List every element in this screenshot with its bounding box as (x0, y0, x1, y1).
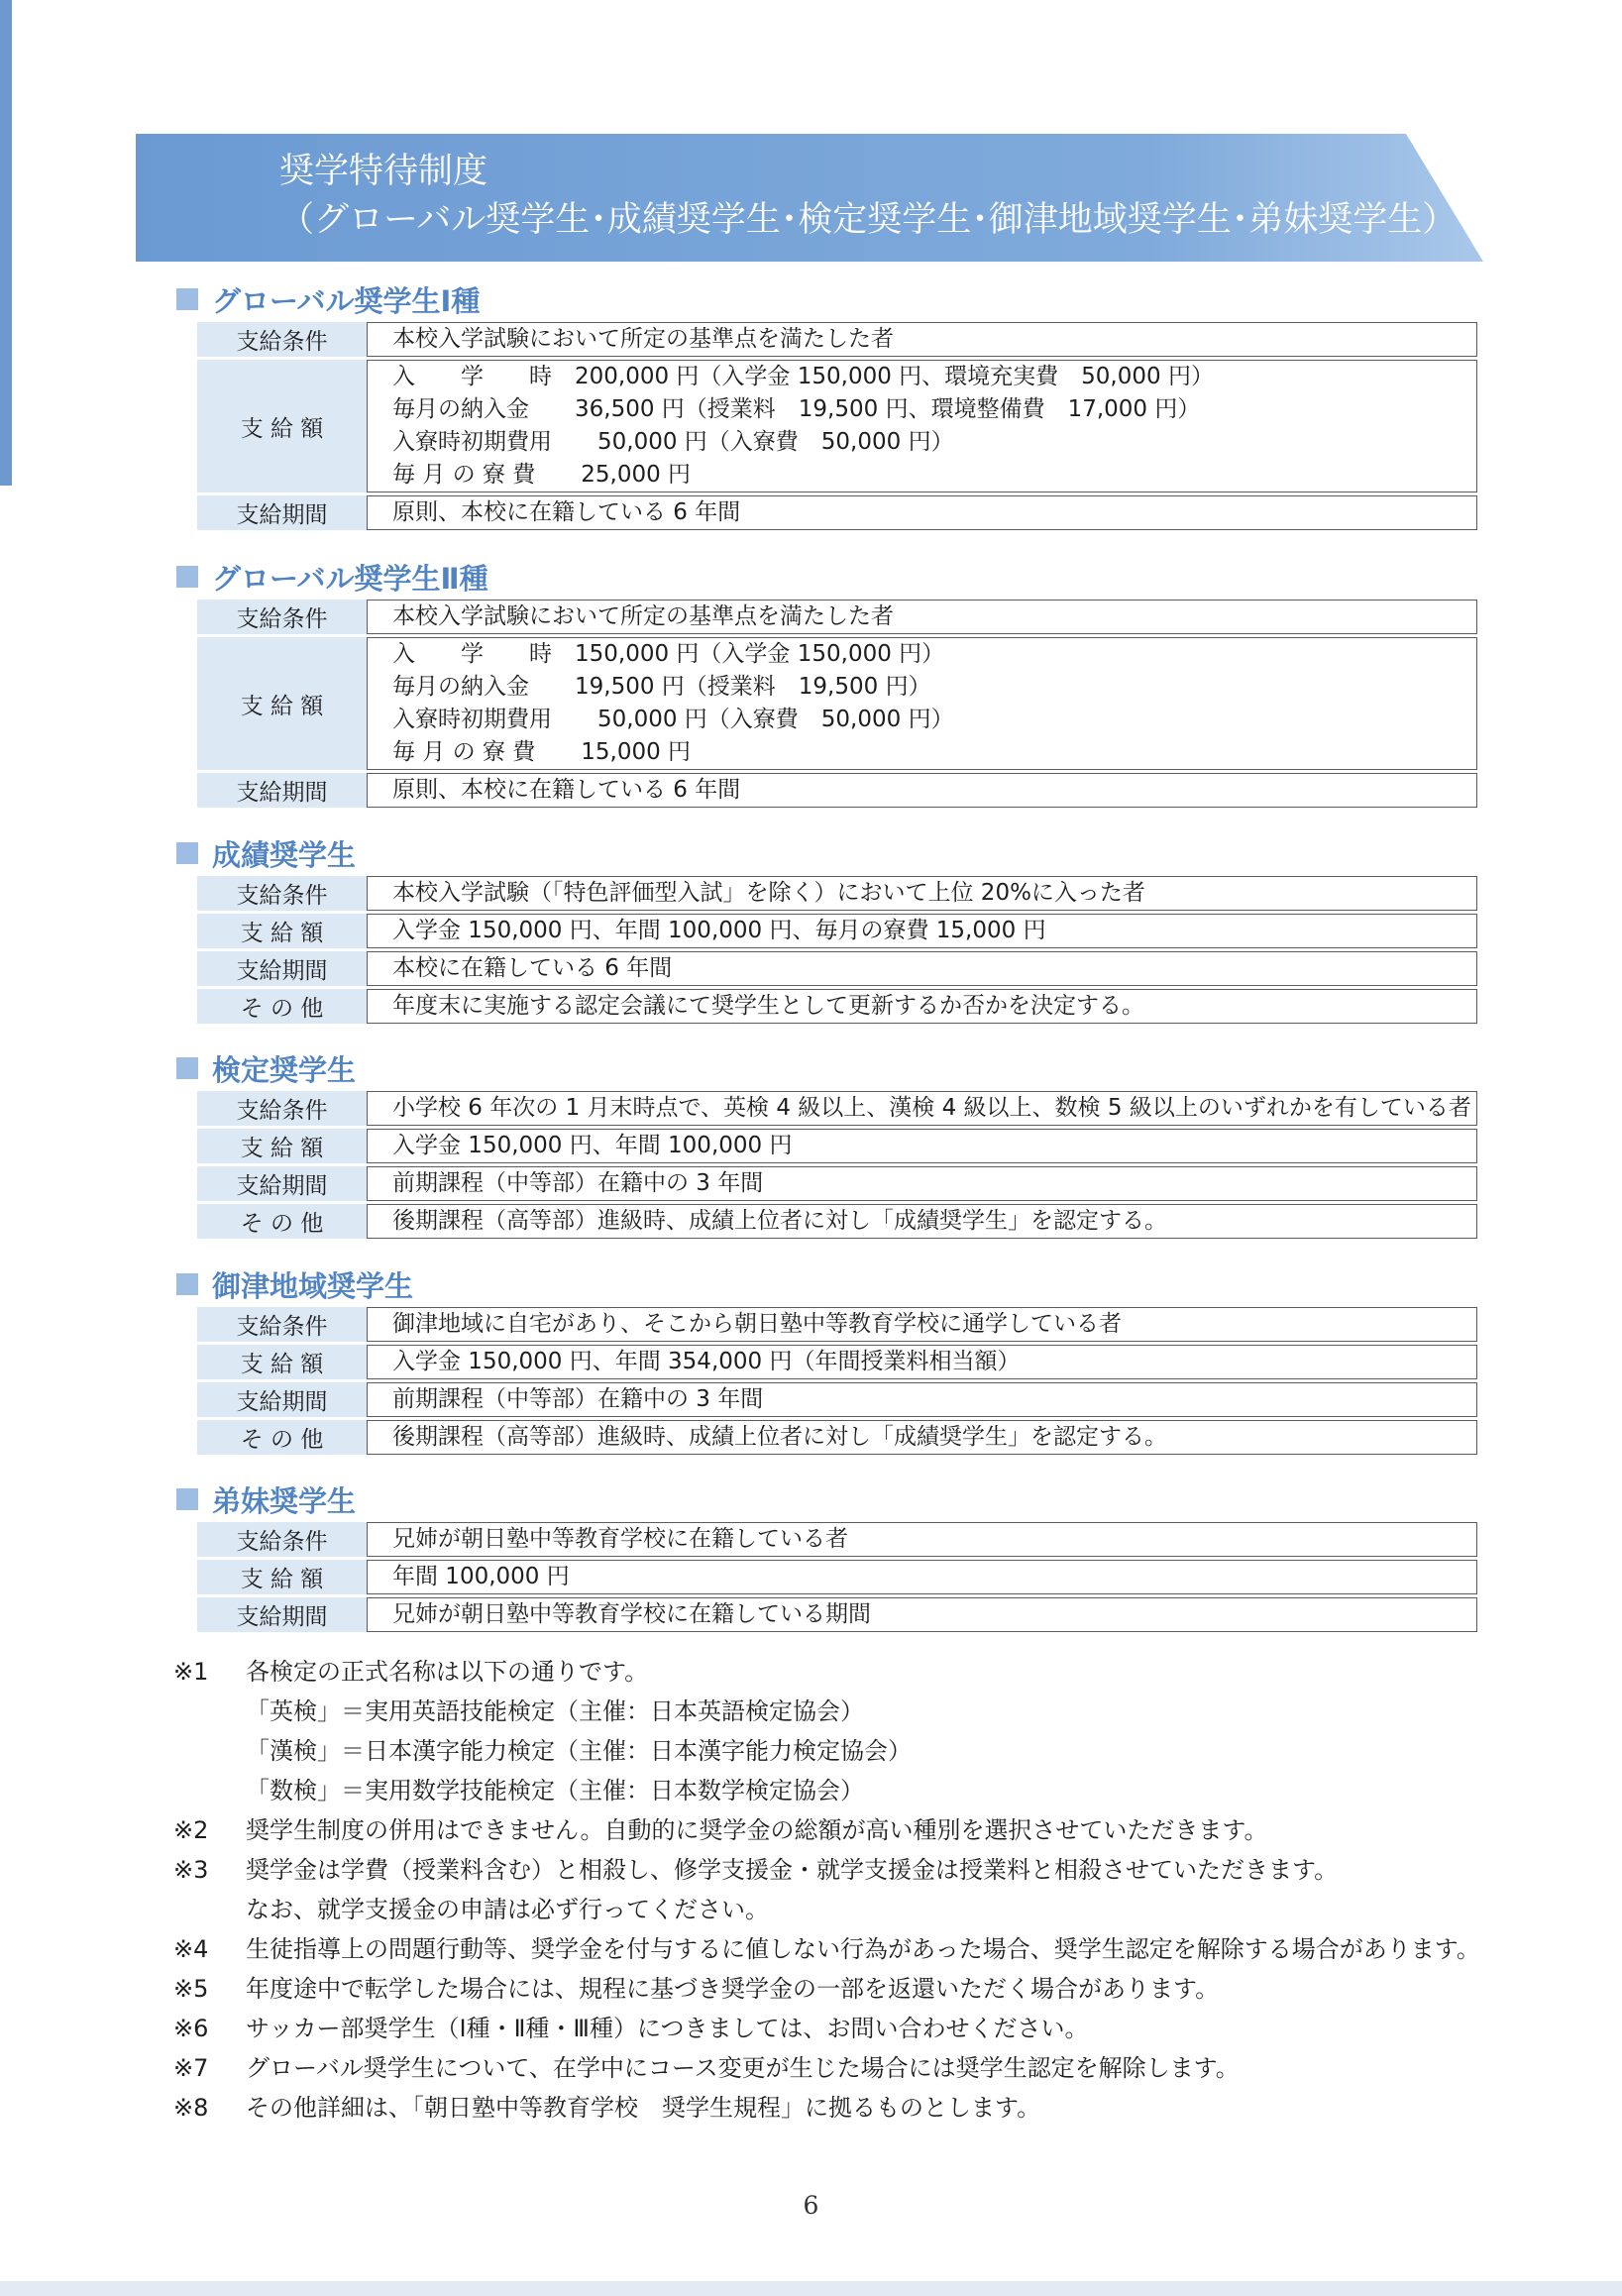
row-label: 支 給 額 (197, 360, 367, 492)
footnote (173, 2048, 1600, 2088)
footnote (173, 1850, 1600, 1929)
table-row (197, 773, 1477, 808)
footnote-text: 「数検」＝実用数学技能検定（主催：日本数学検定協会） (246, 1777, 864, 1804)
row-label: 支 給 額 (197, 1345, 367, 1379)
section-heading: 弟妹奨学生 (176, 1479, 356, 1519)
info-table (197, 597, 1477, 811)
table-row (197, 1129, 1477, 1163)
row-value: 後期課程（高等部）進級時、成績上位者に対し「成績奨学生」を認定する。 (367, 1420, 1477, 1455)
section-heading: グローバル奨学生Ⅰ種 (176, 279, 480, 319)
row-value: 本校入学試験（「特色評価型入試」を除く）において上位 20%に入った者 (367, 876, 1477, 911)
info-table (197, 1304, 1477, 1458)
row-label: 支給条件 (197, 876, 367, 911)
row-label: 支給条件 (197, 322, 367, 357)
row-label: 支給条件 (197, 1522, 367, 1557)
footnote-text: なお、就学支援金の申請は必ず行ってください。 (246, 1896, 769, 1923)
footnote-text: グローバル奨学生について、在学中にコース変更が生じた場合には奨学生認定を解除します。 (246, 2054, 1240, 2082)
info-table (197, 873, 1477, 1027)
footnote (173, 1652, 1600, 1810)
row-value: 小学校 6 年次の 1 月末時点で、英検 4 級以上、漢検 4 級以上、数検 5 級以上のいずれかを有している者 (367, 1091, 1477, 1126)
footnote-mark: ※5 (173, 1975, 209, 2003)
footnote-text: 各検定の正式名称は以下の通りです。 (246, 1658, 649, 1686)
footnote-text: 「漢検」＝日本漢字能力検定（主催：日本漢字能力検定協会） (246, 1737, 912, 1765)
footnote (173, 1810, 1600, 1850)
table-row (197, 1420, 1477, 1455)
page-bottom-band (0, 2281, 1622, 2296)
square-bullet-icon (176, 566, 198, 588)
row-label: そ の 他 (197, 1420, 367, 1455)
footnote-text: サッカー部奨学生（Ⅰ種・Ⅱ種・Ⅲ種）につきましては、お問い合わせください。 (246, 2015, 1089, 2042)
square-bullet-icon (176, 842, 198, 864)
section-heading: 御津地域奨学生 (176, 1264, 413, 1304)
footnote (173, 2088, 1600, 2128)
row-label: 支給期間 (197, 1166, 367, 1201)
row-value: 入 学 時 200,000 円（入学金 150,000 円、環境充実費 50,000 円） 毎月の納入金 36,500 円（授業料 19,500 円、環境整備費 17,000 円） 入寮時初期費用 50,000 円（入寮費 50,000 円） 毎 月 の 寮 費 25,000 円 (367, 360, 1477, 492)
table-row (197, 1522, 1477, 1557)
row-label: 支給条件 (197, 600, 367, 634)
footnote-text: 奨学金は学費（授業料含む）と相殺し、修学支援金・就学支援金は授業料と相殺させていただきます。 (246, 1856, 1339, 1884)
row-label: 支給期間 (197, 773, 367, 808)
row-label: そ の 他 (197, 989, 367, 1024)
row-label: 支給条件 (197, 1091, 367, 1126)
row-value: 本校に在籍している 6 年間 (367, 951, 1477, 986)
footnote-mark: ※3 (173, 1856, 209, 1884)
section-heading: 成績奨学生 (176, 833, 356, 873)
footnote-text: 「英検」＝実用英語技能検定（主催：日本英語検定協会） (246, 1697, 864, 1725)
table-row (197, 1091, 1477, 1126)
table-row (197, 951, 1477, 986)
footnote-text: その他詳細は、「朝日塾中等教育学校 奨学生規程」に拠るものとします。 (246, 2094, 1041, 2122)
row-value: 入学金 150,000 円、年間 354,000 円（年間授業料相当額） (367, 1345, 1477, 1379)
row-label: そ の 他 (197, 1204, 367, 1239)
page-edge-stripe (0, 0, 12, 486)
square-bullet-icon (176, 1057, 198, 1079)
row-label: 支給期間 (197, 1382, 367, 1417)
table-row (197, 1560, 1477, 1594)
square-bullet-icon (176, 1273, 198, 1295)
table-row (197, 876, 1477, 911)
banner-title: 奨学特待制度 (279, 152, 488, 191)
table-row (197, 360, 1477, 492)
table-row (197, 989, 1477, 1024)
square-bullet-icon (176, 1488, 198, 1510)
section-heading: グローバル奨学生Ⅱ種 (176, 557, 488, 597)
table-row (197, 495, 1477, 530)
footnote (173, 1929, 1600, 1969)
info-table (197, 1088, 1477, 1242)
banner-subtitle: （グローバル奨学生･成績奨学生･検定奨学生･御津地域奨学生･弟妹奨学生） (279, 200, 1458, 240)
row-value: 御津地域に自宅があり、そこから朝日塾中等教育学校に通学している者 (367, 1307, 1477, 1342)
table-row (197, 1382, 1477, 1417)
table-row (197, 914, 1477, 948)
row-value: 入 学 時 150,000 円（入学金 150,000 円） 毎月の納入金 19,500 円（授業料 19,500 円） 入寮時初期費用 50,000 円（入寮費 50,000 円） 毎 月 の 寮 費 15,000 円 (367, 637, 1477, 770)
footnote-mark: ※8 (173, 2094, 209, 2122)
table-row (197, 322, 1477, 357)
title-banner (136, 134, 1483, 262)
footnote-text: 奨学生制度の併用はできません。自動的に奨学金の総額が高い種別を選択させていただきます。 (246, 1816, 1268, 1844)
info-table (197, 1519, 1477, 1635)
footnote (173, 2009, 1600, 2048)
row-value: 本校入学試験において所定の基準点を満たした者 (367, 600, 1477, 634)
row-value: 兄姉が朝日塾中等教育学校に在籍している期間 (367, 1597, 1477, 1632)
table-row (197, 637, 1477, 770)
table-row (197, 1597, 1477, 1632)
table-row (197, 1204, 1477, 1239)
row-value: 前期課程（中等部）在籍中の 3 年間 (367, 1166, 1477, 1201)
row-value: 前期課程（中等部）在籍中の 3 年間 (367, 1382, 1477, 1417)
row-value: 年度末に実施する認定会議にて奨学生として更新するか否かを決定する。 (367, 989, 1477, 1024)
row-label: 支給期間 (197, 951, 367, 986)
footnote-text: 生徒指導上の問題行動等、奨学金を付与するに値しない行為があった場合、奨学生認定を解除する場合があります。 (246, 1935, 1480, 1963)
row-value: 本校入学試験において所定の基準点を満たした者 (367, 322, 1477, 357)
row-value: 入学金 150,000 円、年間 100,000 円、毎月の寮費 15,000 円 (367, 914, 1477, 948)
info-table (197, 319, 1477, 533)
footnote-mark: ※4 (173, 1935, 209, 1963)
footnotes (173, 1652, 1600, 2128)
row-value: 年間 100,000 円 (367, 1560, 1477, 1594)
row-label: 支 給 額 (197, 914, 367, 948)
footnote-mark: ※2 (173, 1816, 209, 1844)
row-value: 入学金 150,000 円、年間 100,000 円 (367, 1129, 1477, 1163)
row-value: 後期課程（高等部）進級時、成績上位者に対し「成績奨学生」を認定する。 (367, 1204, 1477, 1239)
row-label: 支給条件 (197, 1307, 367, 1342)
footnote-text: 年度途中で転学した場合には、規程に基づき奨学金の一部を返還いただく場合があります。 (246, 1975, 1220, 2003)
table-row (197, 1166, 1477, 1201)
page-number: 6 (803, 2191, 819, 2220)
row-value: 原則、本校に在籍している 6 年間 (367, 773, 1477, 808)
row-value: 原則、本校に在籍している 6 年間 (367, 495, 1477, 530)
table-row (197, 600, 1477, 634)
footnote-mark: ※7 (173, 2054, 209, 2082)
table-row (197, 1307, 1477, 1342)
footnote (173, 1969, 1600, 2009)
footnote-mark: ※6 (173, 2015, 209, 2042)
row-label: 支 給 額 (197, 637, 367, 770)
row-label: 支給期間 (197, 1597, 367, 1632)
row-value: 兄姉が朝日塾中等教育学校に在籍している者 (367, 1522, 1477, 1557)
row-label: 支 給 額 (197, 1129, 367, 1163)
square-bullet-icon (176, 288, 198, 310)
row-label: 支 給 額 (197, 1560, 367, 1594)
section-heading: 検定奨学生 (176, 1048, 356, 1088)
table-row (197, 1345, 1477, 1379)
footnote-mark: ※1 (173, 1658, 209, 1686)
row-label: 支給期間 (197, 495, 367, 530)
